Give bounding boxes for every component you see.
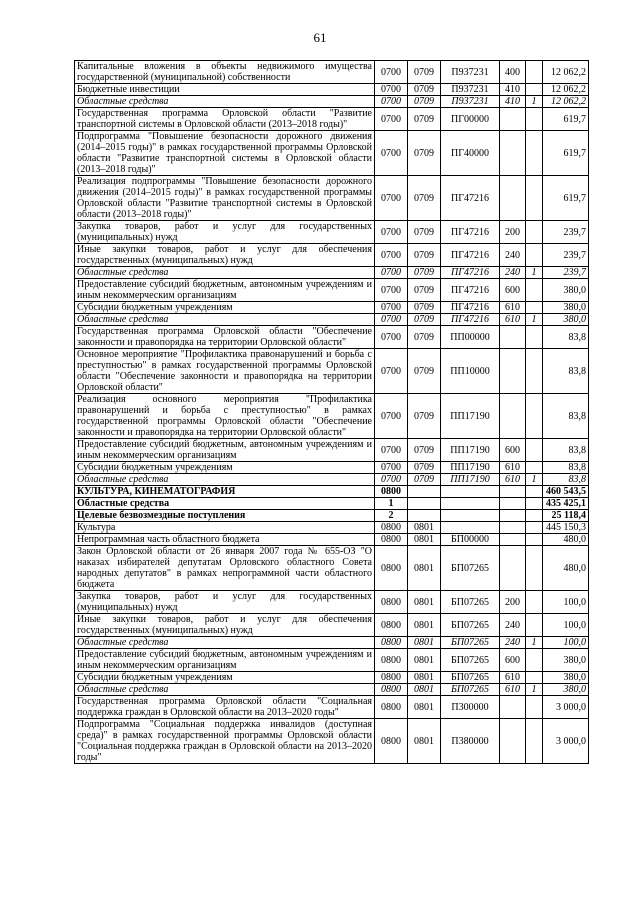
row-name: Областные средства	[75, 267, 375, 279]
section-code: 0800	[375, 486, 408, 498]
target-article-code: ПГ47216	[441, 176, 500, 221]
table-row	[75, 719, 589, 764]
row-name: Подпрограмма "Социальная поддержка инвалидов (доступная среда)" в рамках государственной программы Орловской области "Социальная поддержка граждан в Орловской области на 2013–2020 годы"	[75, 719, 375, 764]
section-code: 2	[375, 510, 408, 522]
source-code	[526, 131, 543, 176]
source-code	[526, 510, 543, 522]
row-name: Бюджетные инвестиции	[75, 84, 375, 96]
table-row	[75, 302, 589, 314]
source-code	[526, 522, 543, 534]
target-article-code: ПГ47216	[441, 314, 500, 326]
source-code: 1	[526, 267, 543, 279]
amount: 100,0	[543, 591, 589, 614]
subsection-code	[408, 498, 441, 510]
row-name: Закупка товаров, работ и услуг для государственных (муниципальных) нужд	[75, 221, 375, 244]
subsection-code: 0709	[408, 221, 441, 244]
subsection-code: 0801	[408, 672, 441, 684]
amount: 12 062,2	[543, 96, 589, 108]
section-code: 0700	[375, 474, 408, 486]
source-code	[526, 302, 543, 314]
table-row	[75, 591, 589, 614]
target-article-code: БП07265	[441, 649, 500, 672]
amount: 380,0	[543, 314, 589, 326]
target-article-code: П937231	[441, 61, 500, 84]
expense-type-code	[500, 349, 526, 394]
expense-type-code: 610	[500, 474, 526, 486]
expense-type-code: 610	[500, 302, 526, 314]
subsection-code	[408, 510, 441, 522]
row-name: Субсидии бюджетным учреждениям	[75, 462, 375, 474]
section-code: 0800	[375, 637, 408, 649]
row-name: Иные закупки товаров, работ и услуг для обеспечения государственных (муниципальных) нужд	[75, 614, 375, 637]
source-code	[526, 498, 543, 510]
table-row	[75, 522, 589, 534]
amount: 239,7	[543, 267, 589, 279]
expense-type-code: 610	[500, 684, 526, 696]
expense-type-code	[500, 486, 526, 498]
table-row	[75, 510, 589, 522]
section-code: 0700	[375, 462, 408, 474]
target-article-code	[441, 522, 500, 534]
source-code	[526, 546, 543, 591]
expense-type-code: 610	[500, 672, 526, 684]
source-code	[526, 244, 543, 267]
subsection-code: 0801	[408, 522, 441, 534]
table-row	[75, 349, 589, 394]
row-name: Реализация подпрограммы "Повышение безопасности дорожного движения (2014–2015 годы)" в рамках государственной программы Орловской области "Развитие транспортной системы в Орловской области (2013–2018 годы)"	[75, 176, 375, 221]
amount: 100,0	[543, 637, 589, 649]
table-row	[75, 614, 589, 637]
row-name: Областные средства	[75, 637, 375, 649]
expense-type-code: 600	[500, 649, 526, 672]
subsection-code: 0801	[408, 534, 441, 546]
amount: 100,0	[543, 614, 589, 637]
source-code	[526, 326, 543, 349]
subsection-code: 0709	[408, 279, 441, 302]
section-code: 0700	[375, 394, 408, 439]
amount: 480,0	[543, 534, 589, 546]
row-name: Реализация основного мероприятия "Профилактика правонарушений и борьба с преступностью" в рамках государственной программы Орловской области "Обеспечение законности и правопорядка на территории Орловской области"	[75, 394, 375, 439]
target-article-code: ПП17190	[441, 474, 500, 486]
source-code	[526, 649, 543, 672]
source-code	[526, 614, 543, 637]
section-code: 0800	[375, 719, 408, 764]
section-code: 0800	[375, 696, 408, 719]
source-code	[526, 221, 543, 244]
section-code: 0700	[375, 221, 408, 244]
target-article-code: ПГ47216	[441, 302, 500, 314]
target-article-code: БП07265	[441, 546, 500, 591]
amount: 83,8	[543, 349, 589, 394]
amount: 3 000,0	[543, 696, 589, 719]
source-code	[526, 349, 543, 394]
target-article-code: ПП17190	[441, 462, 500, 474]
expense-type-code: 610	[500, 462, 526, 474]
source-code	[526, 279, 543, 302]
row-name: Целевые безвозмездные поступления	[75, 510, 375, 522]
amount: 3 000,0	[543, 719, 589, 764]
amount: 380,0	[543, 649, 589, 672]
table-row	[75, 96, 589, 108]
amount: 619,7	[543, 176, 589, 221]
expense-type-code	[500, 131, 526, 176]
table-row	[75, 439, 589, 462]
subsection-code: 0709	[408, 474, 441, 486]
section-code: 0700	[375, 267, 408, 279]
expense-type-code: 600	[500, 439, 526, 462]
section-code: 0800	[375, 522, 408, 534]
row-name: Государственная программа Орловской области "Социальная поддержка граждан в Орловской области на 2013–2020 годы"	[75, 696, 375, 719]
row-name: Капитальные вложения в объекты недвижимого имущества государственной (муниципальной) собственности	[75, 61, 375, 84]
source-code	[526, 719, 543, 764]
table-row	[75, 637, 589, 649]
expense-type-code: 240	[500, 614, 526, 637]
section-code: 0700	[375, 279, 408, 302]
subsection-code: 0709	[408, 61, 441, 84]
row-name: Непрограммная часть областного бюджета	[75, 534, 375, 546]
source-code	[526, 534, 543, 546]
subsection-code: 0801	[408, 591, 441, 614]
expense-type-code	[500, 719, 526, 764]
section-code: 0700	[375, 439, 408, 462]
amount: 25 118,4	[543, 510, 589, 522]
expense-type-code	[500, 522, 526, 534]
amount: 380,0	[543, 279, 589, 302]
subsection-code: 0709	[408, 131, 441, 176]
amount: 445 150,3	[543, 522, 589, 534]
row-name: Государственная программа Орловской области "Обеспечение законности и правопорядка на территории Орловской области"	[75, 326, 375, 349]
expense-type-code	[500, 394, 526, 439]
section-code: 0700	[375, 314, 408, 326]
target-article-code: ПП00000	[441, 326, 500, 349]
amount: 239,7	[543, 221, 589, 244]
subsection-code: 0801	[408, 546, 441, 591]
section-code: 0800	[375, 614, 408, 637]
source-code	[526, 108, 543, 131]
section-code: 0800	[375, 591, 408, 614]
source-code	[526, 591, 543, 614]
table-row	[75, 672, 589, 684]
table-row	[75, 267, 589, 279]
section-code: 0700	[375, 349, 408, 394]
expense-type-code: 410	[500, 84, 526, 96]
section-code: 0800	[375, 672, 408, 684]
table-row	[75, 486, 589, 498]
expense-type-code	[500, 498, 526, 510]
expense-type-code	[500, 696, 526, 719]
budget-table-body	[75, 61, 589, 764]
amount: 83,8	[543, 394, 589, 439]
subsection-code: 0709	[408, 314, 441, 326]
target-article-code: ПГ40000	[441, 131, 500, 176]
row-name: Иные закупки товаров, работ и услуг для обеспечения государственных (муниципальных) нужд	[75, 244, 375, 267]
amount: 83,8	[543, 439, 589, 462]
expense-type-code: 240	[500, 244, 526, 267]
table-row	[75, 221, 589, 244]
target-article-code: ПП17190	[441, 439, 500, 462]
table-row	[75, 684, 589, 696]
subsection-code: 0709	[408, 326, 441, 349]
expense-type-code	[500, 534, 526, 546]
table-row	[75, 131, 589, 176]
amount: 12 062,2	[543, 61, 589, 84]
row-name: Областные средства	[75, 498, 375, 510]
row-name: Закон Орловской области от 26 января 2007 года № 655-ОЗ "О наказах избирателей депутатам Орловского областного Совета народных депутатов" в рамках непрограммной части областного бюджета	[75, 546, 375, 591]
source-code	[526, 61, 543, 84]
target-article-code: БП07265	[441, 637, 500, 649]
target-article-code: П300000	[441, 696, 500, 719]
expense-type-code	[500, 510, 526, 522]
source-code: 1	[526, 474, 543, 486]
expense-type-code: 240	[500, 637, 526, 649]
amount: 619,7	[543, 131, 589, 176]
page-number: 61	[313, 30, 327, 45]
section-code: 0700	[375, 61, 408, 84]
amount: 619,7	[543, 108, 589, 131]
subsection-code: 0709	[408, 176, 441, 221]
source-code: 1	[526, 637, 543, 649]
amount: 460 543,5	[543, 486, 589, 498]
source-code: 1	[526, 96, 543, 108]
target-article-code: П937231	[441, 96, 500, 108]
target-article-code: ПГ47216	[441, 221, 500, 244]
table-row	[75, 696, 589, 719]
row-name: Закупка товаров, работ и услуг для государственных (муниципальных) нужд	[75, 591, 375, 614]
subsection-code: 0801	[408, 719, 441, 764]
expense-type-code	[500, 176, 526, 221]
amount: 380,0	[543, 684, 589, 696]
section-code: 0700	[375, 326, 408, 349]
subsection-code: 0709	[408, 84, 441, 96]
target-article-code: ПП17190	[441, 394, 500, 439]
target-article-code: БП00000	[441, 534, 500, 546]
table-row	[75, 326, 589, 349]
subsection-code: 0801	[408, 649, 441, 672]
row-name: Областные средства	[75, 314, 375, 326]
target-article-code: БП07265	[441, 614, 500, 637]
table-row	[75, 534, 589, 546]
target-article-code: П937231	[441, 84, 500, 96]
table-row	[75, 474, 589, 486]
table-row	[75, 176, 589, 221]
table-row	[75, 84, 589, 96]
table-row	[75, 244, 589, 267]
amount: 380,0	[543, 672, 589, 684]
section-code: 0700	[375, 302, 408, 314]
target-article-code: П380000	[441, 719, 500, 764]
expense-type-code: 410	[500, 96, 526, 108]
subsection-code: 0801	[408, 684, 441, 696]
source-code	[526, 176, 543, 221]
target-article-code: ПГ47216	[441, 244, 500, 267]
target-article-code: ПП10000	[441, 349, 500, 394]
amount: 83,8	[543, 326, 589, 349]
amount: 83,8	[543, 462, 589, 474]
section-code: 1	[375, 498, 408, 510]
target-article-code	[441, 486, 500, 498]
target-article-code: ПГ47216	[441, 267, 500, 279]
table-row	[75, 498, 589, 510]
table-row	[75, 649, 589, 672]
subsection-code: 0709	[408, 108, 441, 131]
amount: 12 062,2	[543, 84, 589, 96]
expense-type-code	[500, 326, 526, 349]
subsection-code: 0709	[408, 267, 441, 279]
expense-type-code: 200	[500, 591, 526, 614]
expense-type-code	[500, 546, 526, 591]
row-name: Областные средства	[75, 474, 375, 486]
expense-type-code: 400	[500, 61, 526, 84]
source-code	[526, 439, 543, 462]
row-name: Субсидии бюджетным учреждениям	[75, 672, 375, 684]
subsection-code: 0709	[408, 302, 441, 314]
section-code: 0700	[375, 84, 408, 96]
section-code: 0800	[375, 534, 408, 546]
amount: 435 425,1	[543, 498, 589, 510]
row-name: КУЛЬТУРА, КИНЕМАТОГРАФИЯ	[75, 486, 375, 498]
source-code	[526, 462, 543, 474]
section-code: 0700	[375, 108, 408, 131]
row-name: Предоставление субсидий бюджетным, автономным учреждениям и иным некоммерческим организациям	[75, 439, 375, 462]
subsection-code: 0801	[408, 696, 441, 719]
target-article-code: ПГ00000	[441, 108, 500, 131]
table-row	[75, 462, 589, 474]
target-article-code	[441, 510, 500, 522]
section-code: 0700	[375, 131, 408, 176]
row-name: Предоставление субсидий бюджетным, автономным учреждениям и иным некоммерческим организациям	[75, 279, 375, 302]
expense-type-code: 600	[500, 279, 526, 302]
table-row	[75, 314, 589, 326]
section-code: 0700	[375, 96, 408, 108]
target-article-code: БП07265	[441, 591, 500, 614]
source-code: 1	[526, 314, 543, 326]
section-code: 0800	[375, 649, 408, 672]
source-code	[526, 696, 543, 719]
row-name: Областные средства	[75, 684, 375, 696]
subsection-code: 0801	[408, 637, 441, 649]
table-row	[75, 394, 589, 439]
table-row	[75, 61, 589, 84]
subsection-code: 0709	[408, 439, 441, 462]
expense-type-code: 240	[500, 267, 526, 279]
row-name: Подпрограмма "Повышение безопасности дорожного движения (2014–2015 годы)" в рамках государственной программы Орловской области "Развитие транспортной системы в Орловской области (2013–2018 годы)"	[75, 131, 375, 176]
amount: 239,7	[543, 244, 589, 267]
section-code: 0700	[375, 244, 408, 267]
source-code	[526, 84, 543, 96]
row-name: Основное мероприятие "Профилактика правонарушений и борьба с преступностью" в рамках государственной программы Орловской области "Обеспечение законности и правопорядка на территории Орловской области"	[75, 349, 375, 394]
row-name: Субсидии бюджетным учреждениям	[75, 302, 375, 314]
table-row	[75, 546, 589, 591]
target-article-code	[441, 498, 500, 510]
source-code	[526, 394, 543, 439]
budget-table	[74, 60, 589, 764]
source-code	[526, 486, 543, 498]
source-code: 1	[526, 684, 543, 696]
target-article-code: БП07265	[441, 672, 500, 684]
subsection-code	[408, 486, 441, 498]
subsection-code: 0801	[408, 614, 441, 637]
subsection-code: 0709	[408, 96, 441, 108]
section-code: 0800	[375, 546, 408, 591]
amount: 83,8	[543, 474, 589, 486]
subsection-code: 0709	[408, 394, 441, 439]
row-name: Культура	[75, 522, 375, 534]
expense-type-code: 200	[500, 221, 526, 244]
subsection-code: 0709	[408, 244, 441, 267]
subsection-code: 0709	[408, 349, 441, 394]
table-row	[75, 108, 589, 131]
expense-type-code: 610	[500, 314, 526, 326]
row-name: Областные средства	[75, 96, 375, 108]
source-code	[526, 672, 543, 684]
row-name: Предоставление субсидий бюджетным, автономным учреждениям и иным некоммерческим организациям	[75, 649, 375, 672]
amount: 380,0	[543, 302, 589, 314]
target-article-code: ПГ47216	[441, 279, 500, 302]
section-code: 0800	[375, 684, 408, 696]
table-row	[75, 279, 589, 302]
section-code: 0700	[375, 176, 408, 221]
amount: 480,0	[543, 546, 589, 591]
expense-type-code	[500, 108, 526, 131]
target-article-code: БП07265	[441, 684, 500, 696]
subsection-code: 0709	[408, 462, 441, 474]
row-name: Государственная программа Орловской области "Развитие транспортной системы в Орловской области (2013–2018 годы)"	[75, 108, 375, 131]
